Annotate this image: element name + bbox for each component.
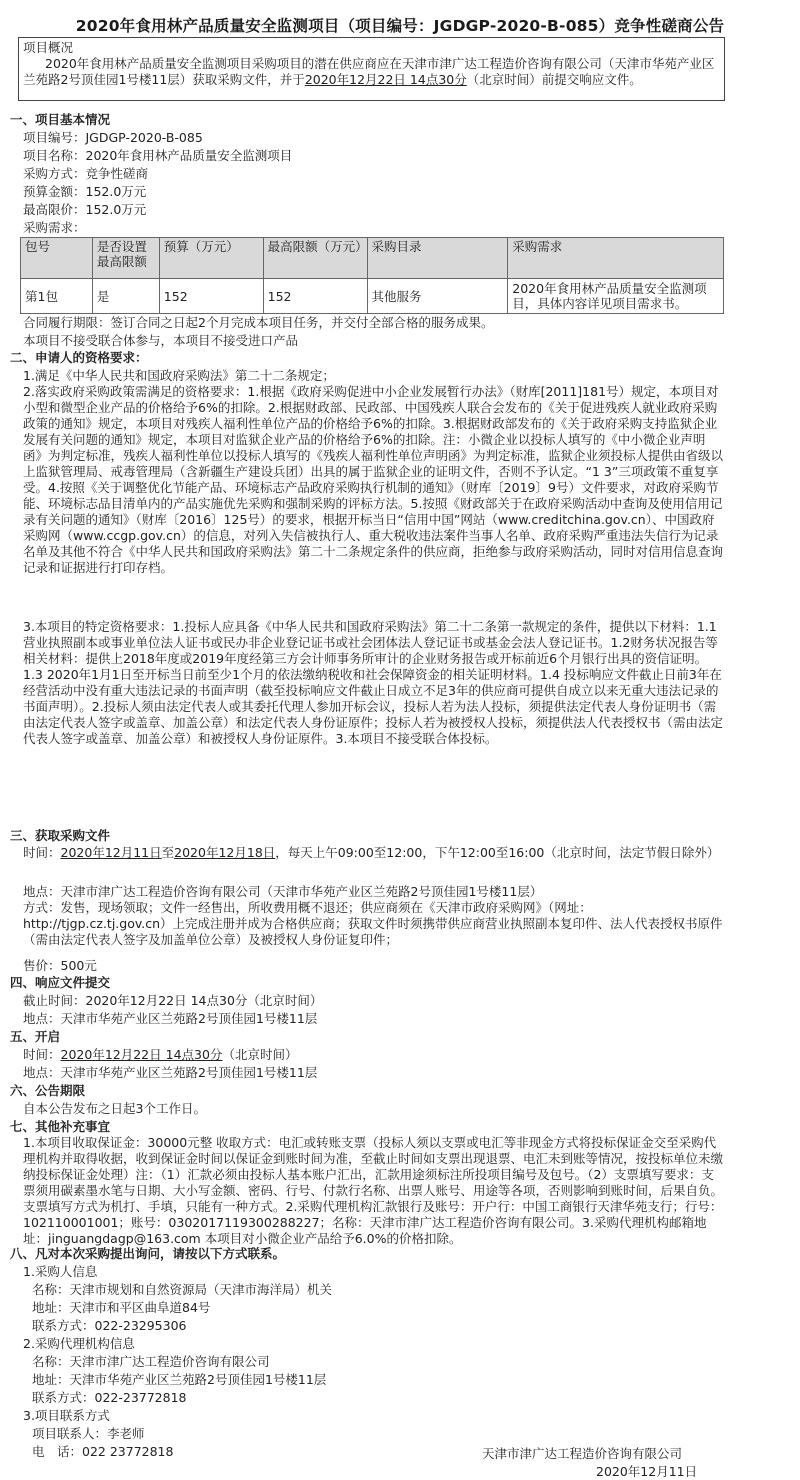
- acquire-time-rest: ，每天上午09:00至12:00，下午12:00至16:00（北京时间，法定节假日除外）: [275, 845, 720, 860]
- table-cell: 是: [92, 279, 159, 314]
- agent-heading: 2.采购代理机构信息: [23, 1336, 135, 1351]
- qualification-2: 2.落实政府采购政策需满足的资格要求：1.根据《政府采购促进中小企业发展暂行办法》（财库[2011]181号）规定，本项目对小型和微型企业产品的价格给予6%的扣除。2.根据财政部、民政部、中国残疾人联合会发布的《关于促进残疾人就业政府采购政策的通知》规定，本项目对残疾人福利性单位产品的价格给予6%的扣除。3.根据财政部发布的《关于政府采购支持监狱企业发展有关问题的通知》规定，本项目对监狱企业产品的价格给予6%的扣除。注：小微企业以投标人填写的《中小微企业声明函》为判定标准，残疾人福利性单位以投标人填写的《残疾人福利性单位声明函》为判定标准，监狱企业须投标人提供由省级以上监狱管理局、戒毒管理局（含新疆生产建设兵团）出具的属于监狱企业的证明文件，否则不予认定。“1 3”三项政策不重复享受。4.按照《关于调整优化节能产品、环境标志产品政府采购执行机制的通知》（财库〔2019〕9号）文件要求，对政府采购节能、环境标志品目清单内的产品实施优先采购和强制采购的评标方法。5.按照《财政部关于在政府采购活动中查询及使用信用记录有关问题的通知》（财库〔2016〕125号）的要求，根据开标当日“信用中国”网站（www.creditchina.gov.cn）、中国政府采购网（www.ccgp.gov.cn）的信息，对列入失信被执行人、重大税收违法案件当事人名单、政府采购严重违法失信行为记录名单及其他不符合《中华人民共和国政府采购法》第二十二条规定条件的供应商，拒绝参与政府采购活动，同时对信用信息查询记录和证据进行打印存档。: [23, 384, 724, 575]
- agent-name: 名称：天津市津广达工程造价咨询有限公司: [32, 1354, 270, 1369]
- acquire-time-end: 2020年12月18日: [174, 845, 276, 860]
- opening-place: 地点：天津市华苑产业区兰苑路2号顶佳园1号楼11层: [23, 1065, 318, 1080]
- overview-text-pre: 2020年食用林产品质量安全监测项目采购项目的潜在供应商应在天津市津广达工程造价咨询有限公司（天津市华苑产业区兰苑路2号顶佳园1号楼11层）获取采购文件，并于: [23, 56, 715, 87]
- acquire-method: 方式：发售，现场领取；文件一经售出，所收费用概不退还；供应商须在《天津市政府采购网》（网址：http://tjgp.cz.tj.gov.cn）上完成注册并成为合格供应商；获取文件时须携带供应商营业执照副本复印件、法人代表授权书原件（需由法定代表人签字及加盖单位公章）及被授权人身份证复印件；: [23, 900, 723, 947]
- requirements-label: 采购需求：: [23, 220, 86, 235]
- joint-venture-note: 本项目不接受联合体参与，本项目不接受进口产品: [23, 333, 299, 348]
- announcement-period: 自本公告发布之日起3个工作日。: [23, 1101, 206, 1116]
- buyer-name: 名称：天津市规划和自然资源局（天津市海洋局）机关: [32, 1282, 333, 1297]
- qualification-3: 3.本项目的特定资格要求：1.投标人应具备《中华人民共和国政府采购法》第二十二条第一款规定的条件，提供以下材料：1.1营业执照副本或事业单位法人证书或民办非企业登记证书或社会团体法人登记证书或基金会法人登记证书。1.2财务状况报告等相关材料：提供上2018年度或2019年度经第三方会计师事务所审计的企业财务报告或开标前近6个月银行出具的资信证明。1.3 2020年1月1日至开标当日前至少1个月的依法缴纳税收和社会保障资金的相关证明材料。1.4 投标响应文件截止日前3年在经营活动中没有重大违法记录的书面声明（截至投标响应文件截止日成立不足3年的供应商可提供自成立以来无重大违法记录的书面声明）。2.投标人须由法定代表人或其委托代理人参加开标会议，投标人若为法人投标，须提供法定代表人身份证明书（需由法定代表人签字或盖章、加盖公章）和法定代表人身份证原件；投标人若为被授权人投标，须提供法人代表授权书（需由法定代表人签字或盖章、加盖公章）和被授权人身份证原件。3.本项目不接受联合体投标。: [23, 619, 724, 746]
- table-cell: 其他服务: [367, 279, 508, 314]
- section-6-heading: 六、公告期限: [10, 1083, 86, 1098]
- acquire-time-start: 2020年12月11日: [60, 845, 162, 860]
- submission-deadline: 截止时间：2020年12月22日 14点30分（北京时间）: [23, 993, 323, 1008]
- qualification-1: 1.满足《中华人民共和国政府采购法》第二十二条规定；: [23, 368, 335, 383]
- project-overview-box: [18, 37, 725, 101]
- project-number: 项目编号：JGDGP-2020-B-085: [23, 130, 203, 145]
- overview-text: [23, 56, 720, 88]
- overview-text-post: （北京时间）前提交响应文件。: [466, 72, 642, 87]
- submission-place: 地点：天津市华苑产业区兰苑路2号顶佳园1号楼11层: [23, 1011, 318, 1026]
- acquire-place: 地点：天津市津广达工程造价咨询有限公司（天津市华苑产业区兰苑路2号顶佳园1号楼11层）: [23, 884, 543, 899]
- agent-address: 地址：天津市华苑产业区兰苑路2号顶佳园1号楼11层: [32, 1372, 327, 1387]
- opening-time-label: 时间：: [23, 1047, 61, 1062]
- section-5-heading: 五、开启: [10, 1029, 61, 1044]
- contact-phone: 电 话：022 23772818: [32, 1444, 174, 1459]
- signature-org: 天津市津广达工程造价咨询有限公司: [482, 1446, 683, 1461]
- section-7-heading: 七、其他补充事宜: [10, 1119, 111, 1134]
- package-table: [20, 237, 724, 314]
- overview-deadline: 2020年12月22日 14点30分: [304, 72, 467, 87]
- table-header-cell: 预算（万元）: [159, 238, 263, 279]
- signature-date: 2020年12月11日: [596, 1464, 698, 1479]
- opening-time: [23, 1045, 297, 1063]
- table-header-cell: 最高限额（万元）: [263, 238, 367, 279]
- document-price: 售价：500元: [23, 958, 97, 973]
- budget-amount: 预算金额：152.0万元: [23, 184, 147, 199]
- section-8-heading: 八、凡对本次采购提出询问，请按以下方式联系。: [10, 1246, 286, 1261]
- table-cell: 2020年食用林产品质量安全监测项目，具体内容详见项目需求书。: [508, 279, 724, 314]
- table-header-cell: 包号: [21, 238, 93, 279]
- table-cell: 152: [159, 279, 263, 314]
- section-4-heading: 四、响应文件提交: [10, 975, 111, 990]
- acquire-time-mid: 至: [161, 845, 175, 860]
- max-price: 最高限价：152.0万元: [23, 202, 147, 217]
- section-1-heading: 一、项目基本情况: [10, 112, 111, 127]
- buyer-address: 地址：天津市和平区曲阜道84号: [32, 1300, 211, 1315]
- contact-heading: 3.项目联系方式: [23, 1408, 110, 1423]
- agent-phone: 联系方式：022-23772818: [32, 1390, 187, 1405]
- table-header-cell: 采购目录: [367, 238, 508, 279]
- section-3-heading: 三、获取采购文件: [10, 828, 111, 843]
- buyer-heading: 1.采购人信息: [23, 1264, 98, 1279]
- project-name: 项目名称：2020年食用林产品质量安全监测项目: [23, 148, 293, 163]
- table-header-cell: 采购需求: [508, 238, 724, 279]
- acquire-time: [23, 845, 723, 861]
- supplementary-info: 1.本项目收取保证金：30000元整 收取方式：电汇或转账支票（投标人须以支票或电汇等非现金方式将投标保证金交至采购代理机构并取得收据，收到保证金时间以保证金到账时间为准，至截止时间如支票出现退票、电汇未到账等情况，按投标单位未缴纳投标保证金处理）注：（1）汇款必须由投标人基本账户汇出，汇款用途须标注所投项目编号及包号。（2）支票填写要求：支票须用碳素墨水笔与日期、大小写金额、密码、行号、付款行名称、出票人账号、用途等各项，否则影响到账时间，后果自负。支票填写方式为机打、手填，只能有一种方式。2.采购代理机构汇款银行及账号：开户行：中国工商银行天津华苑支行；行号：102110001001；账号：0302017119300288227；名称：天津市津广达工程造价咨询有限公司。3.采购代理机构邮箱地址：jinguangdagp@163.com 本项目对小微企业产品给予6.0%的价格扣除。: [23, 1135, 724, 1246]
- acquire-time-label: 时间：: [23, 845, 61, 860]
- contract-period: 合同履行期限：签订合同之日起2个月完成本项目任务，并交付全部合格的服务成果。: [23, 315, 494, 330]
- opening-time-rest: （北京时间）: [222, 1047, 298, 1062]
- page-title: 2020年食用林产品质量安全监测项目（项目编号：JGDGP-2020-B-085）竞争性磋商公告: [75, 17, 725, 35]
- table-row: [21, 279, 724, 314]
- buyer-phone: 联系方式：022-23295306: [32, 1318, 187, 1333]
- table-header-row: [21, 238, 724, 279]
- contact-person: 项目联系人：李老师: [32, 1426, 145, 1441]
- opening-time-value: 2020年12月22日 14点30分: [60, 1047, 223, 1062]
- table-cell: 152: [263, 279, 367, 314]
- section-2-heading: 二、申请人的资格要求：: [10, 350, 148, 365]
- table-header-cell: 是否设置最高限额: [92, 238, 159, 279]
- overview-heading: 项目概况: [23, 40, 74, 55]
- table-cell: 第1包: [21, 279, 93, 314]
- procurement-method: 采购方式：竞争性磋商: [23, 166, 149, 181]
